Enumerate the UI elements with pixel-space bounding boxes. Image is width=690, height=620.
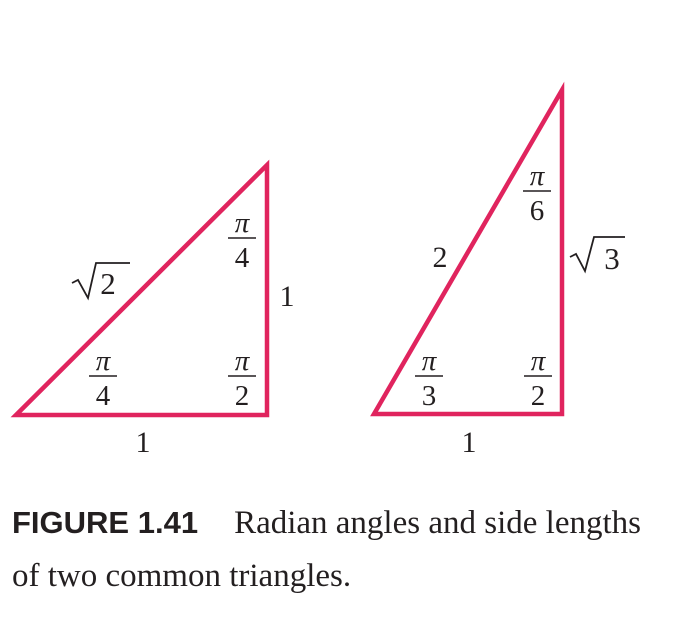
caption-text: Radian angles and side lengths of two common triangles. (12, 505, 641, 594)
right-angle-right (524, 345, 552, 412)
left-triangle (16, 165, 295, 459)
right-angle-top-denominator: 6 (529, 195, 545, 227)
right-angle-right-denominator: 2 (530, 380, 546, 412)
right-hypotenuse-label: 2 (432, 241, 448, 274)
left-angle-left-denominator: 4 (95, 380, 111, 412)
figure-number: FIGURE 1.41 (12, 505, 199, 540)
right-side-right-label (570, 237, 625, 276)
left-angle-left (89, 345, 117, 412)
right-triangle (374, 90, 625, 459)
right-side-bottom-label: 1 (461, 426, 477, 459)
right-angle-left-denominator: 3 (421, 380, 437, 412)
right-angle-left (415, 345, 443, 412)
right-angle-left-numerator: π (421, 345, 437, 377)
left-angle-right-denominator: 2 (234, 380, 250, 412)
right-angle-top-numerator: π (529, 160, 545, 192)
figure-caption (12, 496, 672, 603)
left-triangle-shape (16, 165, 267, 415)
left-side-bottom-label: 1 (135, 426, 151, 459)
left-angle-right-numerator: π (234, 345, 250, 377)
left-hypotenuse-value: 2 (100, 266, 116, 301)
left-angle-right (228, 345, 256, 412)
right-angle-top (523, 160, 551, 227)
left-angle-top-denominator: 4 (234, 242, 250, 274)
left-side-right-label: 1 (279, 280, 295, 313)
left-angle-top-numerator: π (234, 207, 250, 239)
right-angle-right-numerator: π (530, 345, 546, 377)
left-angle-top (228, 207, 256, 274)
left-angle-left-numerator: π (95, 345, 111, 377)
left-hypotenuse-label (72, 263, 130, 301)
right-side-right-value: 3 (604, 241, 620, 276)
